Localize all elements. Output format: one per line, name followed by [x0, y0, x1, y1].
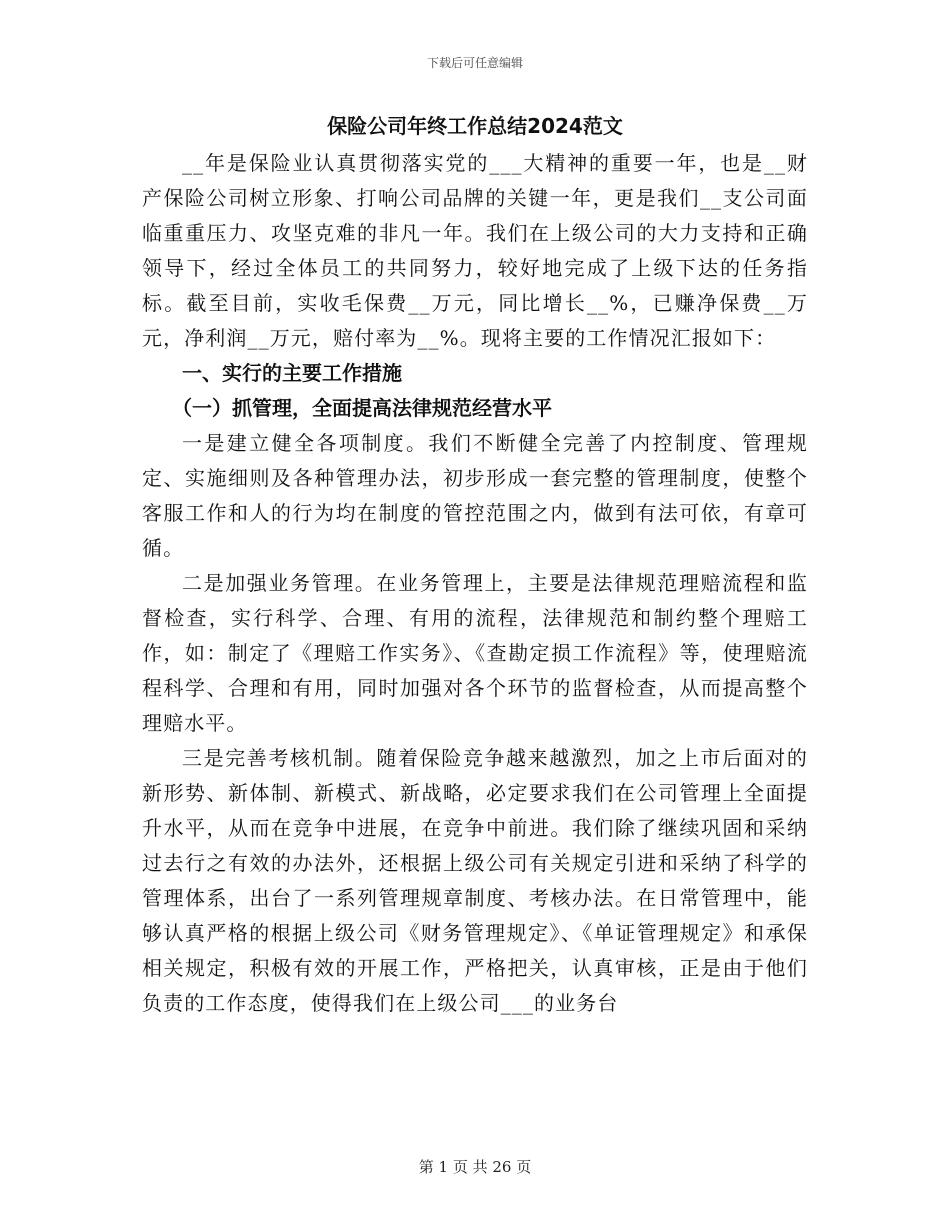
paragraph-1: 一是建立健全各项制度。我们不断健全完善了内控制度、管理规定、实施细则及各种管理办法，初步形成一套完整的管理制度，使整个客服工作和人的行为均在制度的管控范围之内，做到有法可依，有章可循。 — [142, 431, 808, 560]
intro-paragraph: __年是保险业认真贯彻落实党的___大精神的重要一年，也是__财产保险公司树立形象、打响公司品牌的关键一年，更是我们__支公司面临重重压力、攻坚克难的非凡一年。我们在上级公司的大力支持和正确领导下，经过全体员工的共同努力，较好地完成了上级下达的任务指标。截至目前，实收毛保费__万元，同比增长__%，已赚净保费__万元，净利润__万元，赔付率为__%。现将主要的工作情况汇报如下： — [142, 151, 808, 350]
paragraph-3: 三是完善考核机制。随着保险竞争越来越激烈，加之上市后面对的新形势、新体制、新模式、新战略，必定要求我们在公司管理上全面提升水平，从而在竞争中进展，在竞争中前进。我们除了继续巩固和采纳过去行之有效的办法外，还根据上级公司有关规定引进和采纳了科学的管理体系，出台了一系列管理规章制度、考核办法。在日常管理中，能够认真严格的根据上级公司《财务管理规定》、《单证管理规定》和承保相关规定，积极有效的开展工作，严格把关，认真审核，正是由于他们负责的工作态度，使得我们在上级公司___的业务台 — [142, 746, 808, 1015]
subsection-heading: （一）抓管理，全面提高法律规范经营水平 — [172, 396, 552, 420]
section-heading: 一、实行的主要工作措施 — [182, 361, 402, 385]
document-body — [142, 108, 808, 1021]
header-note: 下载后可任意编辑 — [426, 56, 523, 70]
document-title: 保险公司年终工作总结2024范文 — [327, 114, 623, 138]
page-number-footer: 第 1 页 共 26 页 — [418, 1158, 532, 1176]
paragraph-2: 二是加强业务管理。在业务管理上，主要是法律规范理赔流程和监督检查，实行科学、合理、有用的流程，法律规范和制约整个理赔工作，如：制定了《理赔工作实务》、《查勘定损工作流程》等，使理赔流程科学、合理和有用，同时加强对各个环节的监督检查，从而提高整个理赔水平。 — [142, 571, 808, 735]
